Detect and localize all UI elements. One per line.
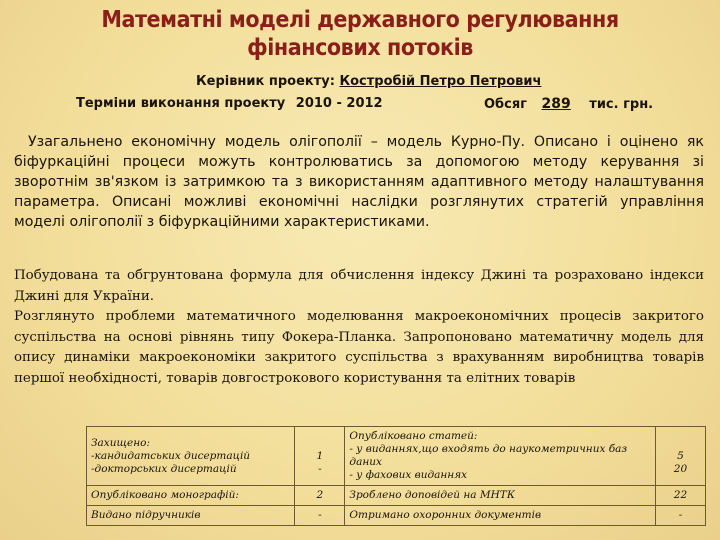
table-row xyxy=(87,506,706,526)
conference-reports-value: 22 xyxy=(655,486,705,506)
monographs-value: 2 xyxy=(295,486,345,506)
table-row xyxy=(87,486,706,506)
defended-theses-values: 1 - xyxy=(295,427,345,486)
title-line-1: Математні моделі державного регулювання xyxy=(101,7,619,33)
leader-name: Костробій Петро Петрович xyxy=(339,74,542,89)
leader-label: Керівник проекту: xyxy=(196,74,335,89)
table-row xyxy=(87,427,706,486)
textbooks-value: - xyxy=(295,506,345,526)
textbooks-label: Видано підручників xyxy=(87,506,295,526)
patents-value: - xyxy=(655,506,705,526)
conference-reports-label: Зроблено доповідей на МНТК xyxy=(345,486,656,506)
volume-value: 289 xyxy=(541,96,571,112)
terms-label: Терміни виконання проекту xyxy=(76,96,286,111)
page-title xyxy=(36,6,684,62)
patents-label: Отримано охоронних документів xyxy=(345,506,656,526)
monographs-label: Опубліковано монографій: xyxy=(87,486,295,506)
summary-paragraph-2: Побудована та обгрунтована формула для обчислення індексу Джині та розраховано індекси Джині для України. xyxy=(14,268,704,304)
title-line-2: фінансових потоків xyxy=(247,35,473,61)
volume-unit: тис. грн. xyxy=(589,97,654,112)
project-volume xyxy=(484,96,653,112)
summary-paragraph-1: Узагальнено економічну модель олігополії – модель Курно-Пу. Описано і оцінено як біфуркаційні процеси можуть контролюватись за допомогою методу керування зі зворотнім зв'язком із затримкою та з використанням адаптивного методу налаштування параметра. Описані можливі економічні наслідки розглянутих стратегій управління моделі олігополії з біфуркаційними характеристиками. xyxy=(14,134,704,230)
project-leader xyxy=(196,74,541,89)
summary-paragraph-3: Розглянуто проблеми математичного моделювання макроекономічних процесів закритого суспільства на основі рівнянь типу Фокера-Планка. Запропоновано математичну модель для опису динаміки макроекономіки закритого суспільства з врахуванням виробництва товарів першої необхідності, товарів довгострокового користування та елітних товарів xyxy=(14,309,704,386)
volume-label: Обсяг xyxy=(484,97,527,112)
terms-value: 2010 - 2012 xyxy=(295,96,383,111)
summary-paragraphs xyxy=(14,266,704,389)
results-table xyxy=(86,426,706,526)
published-articles-values: 5 20 xyxy=(655,427,705,486)
defended-theses-label: Захищено: -кандидатських дисертацій -докторських дисертацій xyxy=(87,427,295,486)
published-articles-label: Опубліковано статей: - у виданнях,що входять до наукометричних баз даних - у фахових виданнях xyxy=(345,427,656,486)
project-terms xyxy=(76,96,383,111)
